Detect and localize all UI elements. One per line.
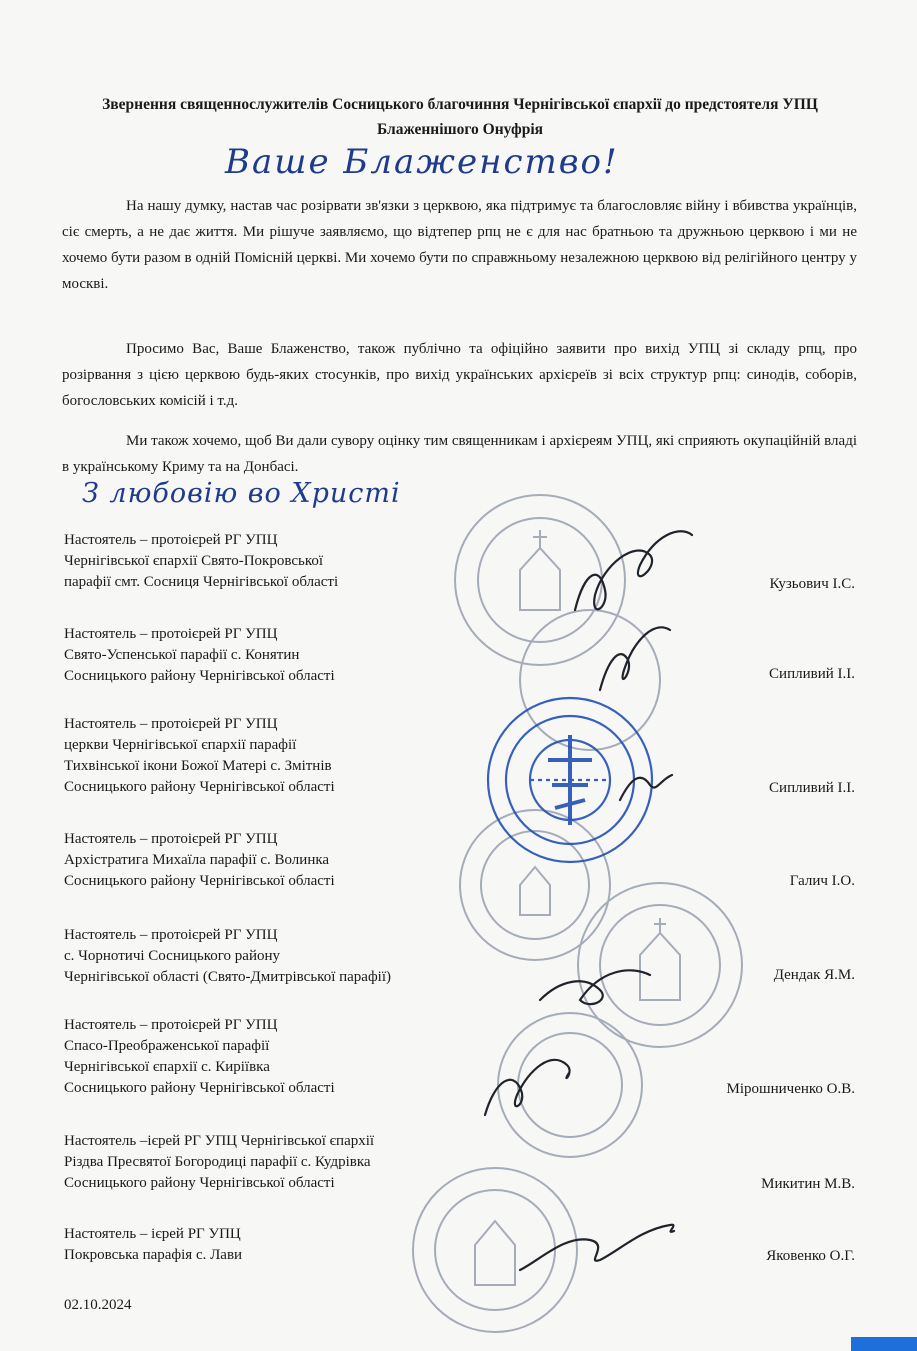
signature-2 — [600, 627, 670, 690]
signatory-3-line-2: церкви Чернігівської єпархії парафії — [64, 737, 297, 753]
signatory-6-position — [64, 1015, 504, 1099]
signatory-3-name: Сипливий І.І. — [769, 780, 855, 796]
signatory-6-line-2: Спасо-Преображенської парафії — [64, 1038, 270, 1054]
signatory-8-line-2: Покровська парафія с. Лави — [64, 1247, 243, 1263]
signatory-7-name: Микитин М.В. — [761, 1176, 855, 1192]
signatory-3-line-4: Сосницького району Чернігівської області — [64, 779, 335, 795]
paragraph-3: Ми також хочемо, щоб Ви дали сувору оцінку тим священникам і архієреям УПЦ, які сприяють окупаційній владі в українському Криму та на Донбасі. — [62, 433, 857, 475]
signatory-5-name: Дендак Я.М. — [773, 967, 855, 983]
signature-3 — [620, 775, 672, 800]
signatory-6-name: Мірошниченко О.В. — [726, 1081, 855, 1097]
signature-8 — [520, 1225, 674, 1270]
signatory-7-line-3: Сосницького району Чернігівської області — [64, 1175, 335, 1191]
signatory-1-line-1: Настоятель – протоієрей РГ УПЦ — [64, 532, 278, 548]
document-date: 02.10.2024 — [64, 1297, 132, 1313]
signatory-6-line-4: Сосницького району Чернігівської області — [64, 1080, 335, 1096]
stamp-2 — [520, 610, 660, 750]
signatory-2-line-2: Свято-Успенської парафії с. Конятин — [64, 647, 300, 663]
signatory-4-line-3: Сосницького району Чернігівської області — [64, 873, 335, 889]
signatory-5-line-3: Чернігівської області (Свято-Дмитрівської парафії) — [64, 969, 392, 985]
stamp-5 — [578, 883, 742, 1047]
signatory-6-line-3: Чернігівської єпархії с. Киріївка — [64, 1059, 270, 1075]
signatory-7-position — [64, 1131, 534, 1194]
signatory-7-line-2: Різдва Пресвятої Богородиці парафії с. Кудрівка — [64, 1154, 371, 1170]
handwritten-greeting: Ваше Блаженство! — [225, 142, 619, 182]
signatory-1-position — [64, 530, 504, 593]
signatory-4-name: Галич І.О. — [789, 873, 855, 889]
stamp-blue — [488, 698, 652, 862]
signatory-4-line-1: Настоятель – протоієрей РГ УПЦ — [64, 831, 278, 847]
signatory-2-position — [64, 624, 504, 687]
signatory-2-name: Сипливий І.І. — [769, 666, 855, 682]
signatory-2-line-3: Сосницького району Чернігівської області — [64, 668, 335, 684]
handwritten-closing: З любовію во Христі — [82, 478, 401, 509]
signatory-5-line-2: с. Чорнотичі Сосницького району — [64, 948, 281, 964]
signatory-5-line-1: Настоятель – протоієрей РГ УПЦ — [64, 927, 278, 943]
signatory-1-line-2: Чернігівської єпархії Свято-Покровської — [64, 553, 324, 569]
signatory-2-line-1: Настоятель – протоієрей РГ УПЦ — [64, 626, 278, 642]
signatory-8-line-1: Настоятель – ієрей РГ УПЦ — [64, 1226, 241, 1242]
signatory-4-position — [64, 829, 504, 892]
signatory-8-name: Яковенко О.Г. — [766, 1248, 855, 1264]
signatory-7-line-1: Настоятель –ієрей РГ УПЦ Чернігівської єпархії — [64, 1133, 375, 1149]
signatory-6-line-1: Настоятель – протоієрей РГ УПЦ — [64, 1017, 278, 1033]
paragraph-1: На нашу думку, настав час розірвати зв'язки з церквою, яка підтримує та благословляє війну і вбивства українців, сіє смерть, а не дає життя. Ми рішуче заявляємо, що відтепер рпц не є для нас братньою та дружньою церквою і ми не хочемо бути разом в одній Помісній церкві. Ми хочемо бути по справжньому незалежною церквою від релігійного центру у москві. — [62, 198, 857, 292]
corner-overlay — [851, 1337, 917, 1351]
paragraph-2: Просимо Вас, Ваше Блаженство, також публічно та офіційно заявити про вихід УПЦ зі складу рпц, про розірвання з цією церквою будь-яких стосунків, про вихід українських архієреїв зі всіх структур рпц: синодів, соборів, богословських комісій і т.д. — [62, 341, 857, 409]
signature-5 — [540, 970, 650, 1004]
document-title: Звернення священнослужителів Сосницького благочиння Чернігівської єпархії до предстоятеля УПЦ Блаженнішого Онуфрія — [102, 96, 818, 138]
signatory-8-position — [64, 1224, 504, 1266]
signatory-1-name: Кузьович І.С. — [769, 576, 855, 592]
signatory-5-position — [64, 925, 504, 988]
signatory-3-line-3: Тихвінської ікони Божої Матері с. Змітнів — [64, 758, 332, 774]
signatory-1-line-3: парафії смт. Сосниця Чернігівської області — [64, 574, 339, 590]
signatory-3-position — [64, 714, 504, 798]
signatory-3-line-1: Настоятель – протоієрей РГ УПЦ — [64, 716, 278, 732]
signatory-4-line-2: Архістратига Михаїла парафії с. Волинка — [64, 852, 330, 868]
signature-1 — [575, 531, 692, 610]
